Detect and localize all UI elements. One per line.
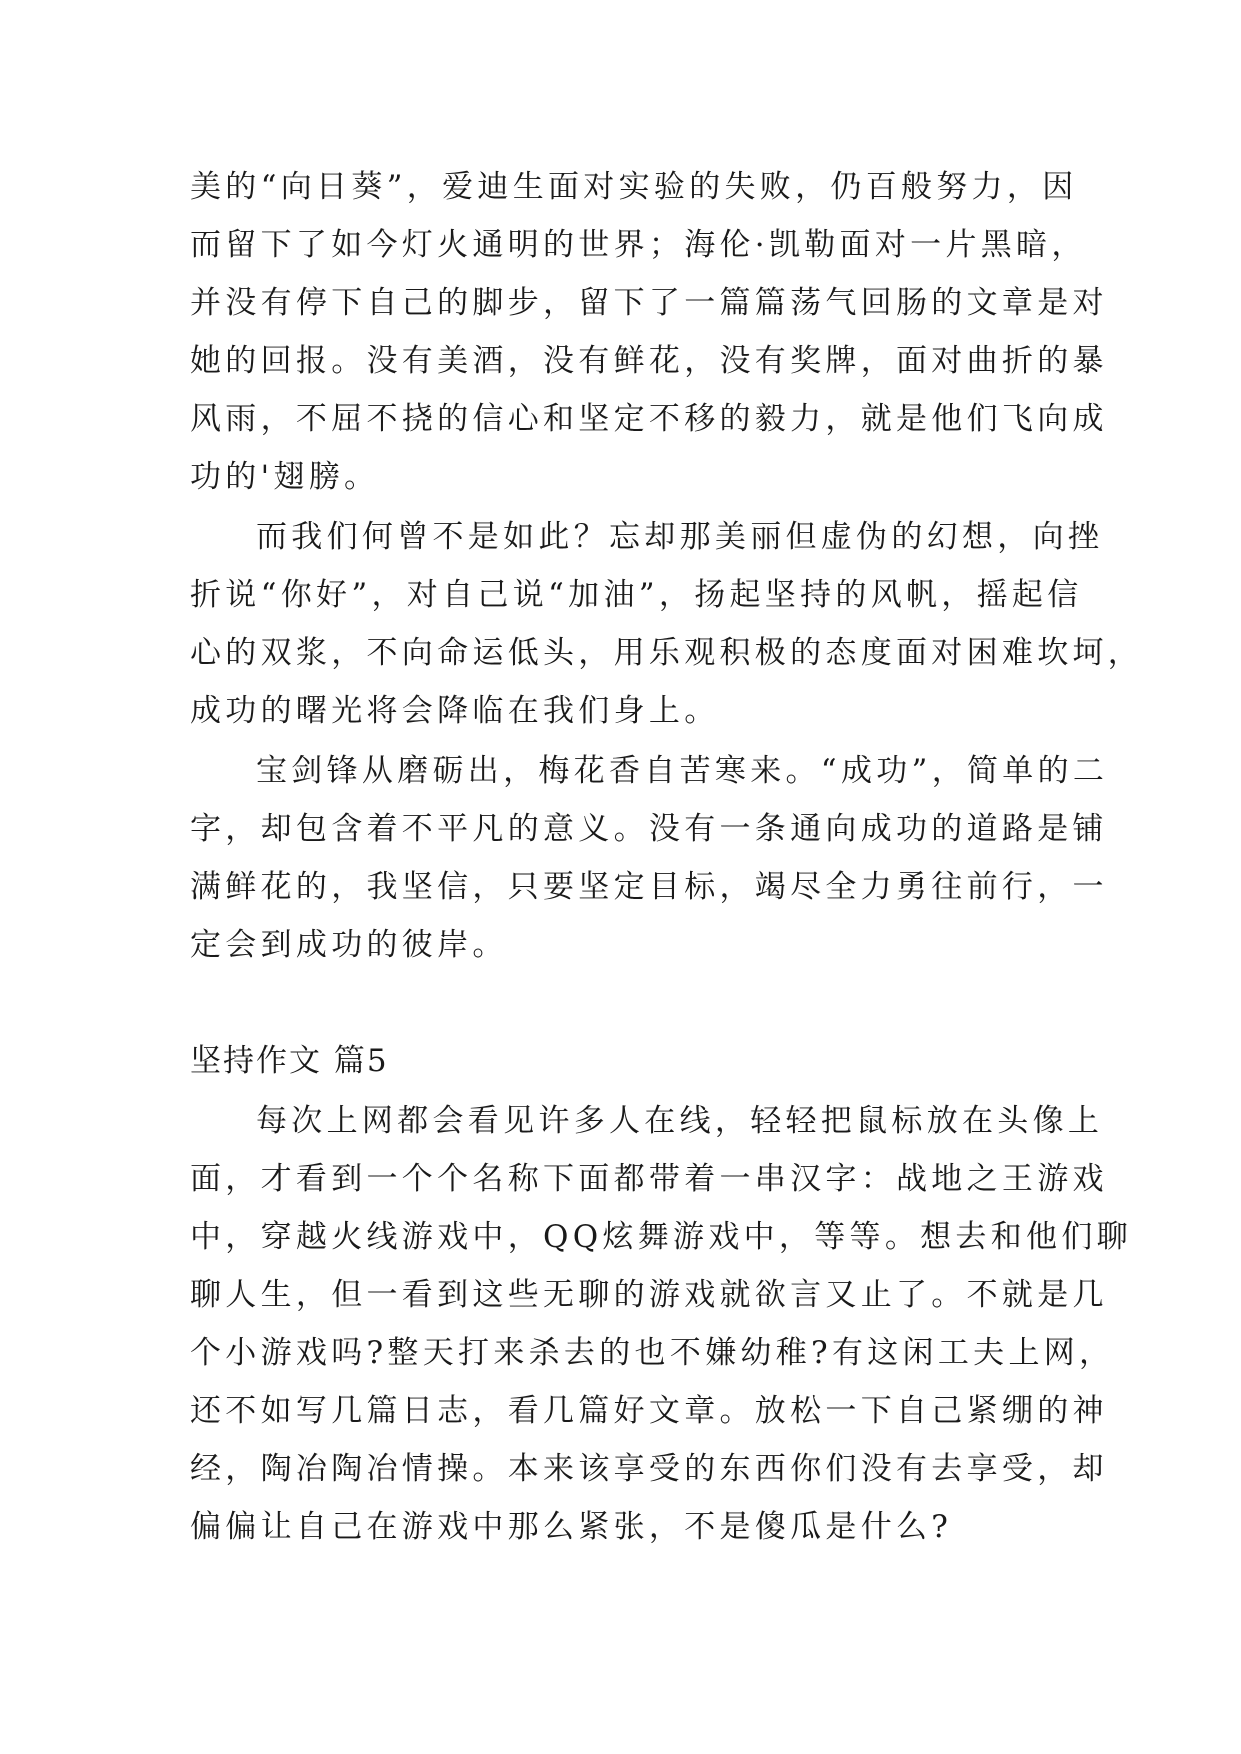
paragraph-4-line-3: 中，穿越火线游戏中，QQ炫舞游戏中，等等。想去和他们聊 bbox=[190, 1219, 1132, 1255]
paragraph-3-line-4: 定会到成功的彼岸。 bbox=[190, 927, 508, 963]
paragraph-3-line-3: 满鲜花的，我坚信，只要坚定目标，竭尽全力勇往前行，一 bbox=[190, 869, 1108, 905]
paragraph-4-line-8: 偏偏让自己在游戏中那么紧张，不是傻瓜是什么? bbox=[190, 1509, 953, 1545]
paragraph-4-line-1: 每次上网都会看见许多人在线，轻轻把鼠标放在头像上 bbox=[256, 1103, 1104, 1139]
paragraph-4-line-7: 经，陶冶陶冶情操。本来该享受的东西你们没有去享受，却 bbox=[190, 1451, 1108, 1487]
paragraph-3-line-1: 宝剑锋从磨砺出，梅花香自苦寒来。“成功”，简单的二 bbox=[256, 753, 1109, 789]
section-heading: 坚持作文 篇5 bbox=[190, 1043, 389, 1079]
paragraph-1-line-5: 风雨，不屈不挠的信心和坚定不移的毅力，就是他们飞向成 bbox=[190, 401, 1108, 437]
paragraph-2-line-1: 而我们何曾不是如此？忘却那美丽但虚伪的幻想，向挫 bbox=[256, 519, 1104, 555]
paragraph-4-line-6: 还不如写几篇日志，看几篇好文章。放松一下自己紧绷的神 bbox=[190, 1393, 1108, 1429]
paragraph-1-line-2: 而留下了如今灯火通明的世界；海伦·凯勒面对一片黑暗， bbox=[190, 227, 1087, 263]
paragraph-2-line-2: 折说“你好”，对自己说“加油”，扬起坚持的风帆，摇起信 bbox=[190, 577, 1083, 613]
paragraph-4-line-5: 个小游戏吗?整天打来杀去的也不嫌幼稚?有这闲工夫上网， bbox=[190, 1335, 1115, 1371]
paragraph-1-line-4: 她的回报。没有美酒，没有鲜花，没有奖牌，面对曲折的暴 bbox=[190, 343, 1108, 379]
paragraph-3-line-2: 字，却包含着不平凡的意义。没有一条通向成功的道路是铺 bbox=[190, 811, 1108, 847]
paragraph-4-line-2: 面，才看到一个个名称下面都带着一串汉字：战地之王游戏 bbox=[190, 1161, 1108, 1197]
paragraph-2-line-3: 心的双浆，不向命运低头，用乐观积极的态度面对困难坎坷， bbox=[190, 635, 1144, 671]
paragraph-1-line-6: 功的'翅膀。 bbox=[190, 459, 380, 495]
paragraph-2-line-4: 成功的曙光将会降临在我们身上。 bbox=[190, 693, 720, 729]
paragraph-4-line-4: 聊人生，但一看到这些无聊的游戏就欲言又止了。不就是几 bbox=[190, 1277, 1108, 1313]
paragraph-1-line-3: 并没有停下自己的脚步，留下了一篇篇荡气回肠的文章是对 bbox=[190, 285, 1108, 321]
paragraph-1-line-1: 美的“向日葵”，爱迪生面对实验的失败，仍百般努力，因 bbox=[190, 169, 1078, 205]
